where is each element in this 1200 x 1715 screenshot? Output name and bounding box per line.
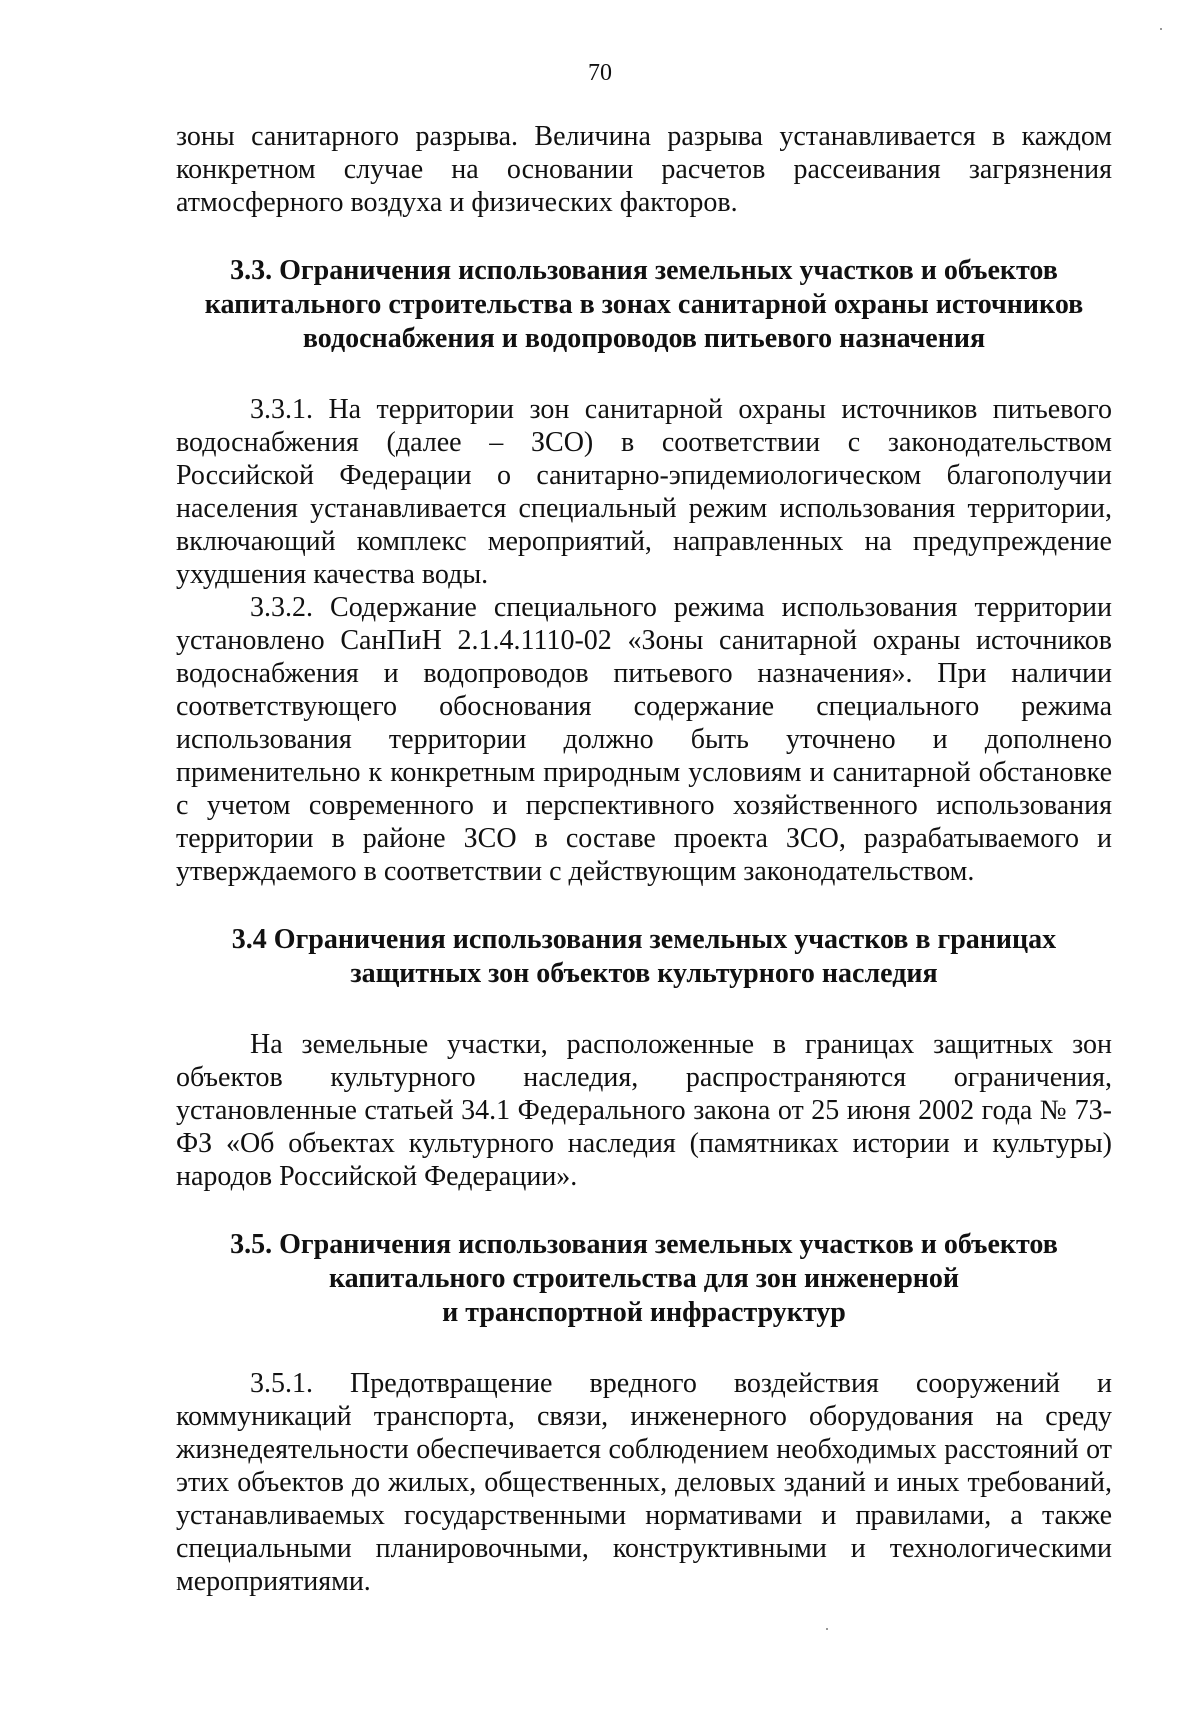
section-heading-line: капитального строительства для зон инженерной — [328, 1263, 960, 1294]
section-heading-line: 3.3. Ограничения использования земельных участков и объектов — [230, 255, 1058, 286]
paragraph-3-3-2: 3.3.2. Содержание специального режима использования территории установлено СанПиН 2.1.4.1110-02 «Зоны санитарной охраны источников водоснабжения и водопроводов питьевого назначения». При наличии соответствующего обоснования содержание специального режима использования территории должно быть уточнено и дополнено применительно к конкретным природным условиям и санитарной обстановке с учетом современного и перспективного хозяйственного использования территории в районе ЗСО в составе проекта ЗСО, разрабатываемого и утверждаемого в соответствии с действующим законодательством. — [176, 592, 1112, 887]
document-body — [176, 120, 1112, 1598]
section-3-5-heading — [176, 1228, 1112, 1330]
section-heading-line: капитального строительства в зонах санитарной охраны источников — [204, 289, 1084, 320]
section-heading-line: и транспортной инфраструктур — [442, 1297, 846, 1328]
section-3-4-heading — [176, 923, 1112, 991]
intro-paragraph: зоны санитарного разрыва. Величина разрыва устанавливается в каждом конкретном случае на основании расчетов рассеивания загрязнения атмосферного воздуха и физических факторов. — [176, 121, 1112, 218]
section-heading-line: 3.5. Ограничения использования земельных участков и объектов — [230, 1229, 1058, 1260]
section-heading-line: 3.4 Ограничения использования земельных участков в границах — [231, 924, 1057, 955]
section-heading-line: защитных зон объектов культурного наследия — [350, 958, 938, 989]
scan-speck — [826, 1628, 828, 1630]
paragraph-3-4: На земельные участки, расположенные в границах защитных зон объектов культурного наследия, распространяются ограничения, установленные статьей 34.1 Федерального закона от 25 июня 2002 года № 73-ФЗ «Об объектах культурного наследия (памятниках истории и культуры) народов Российской Федерации». — [176, 1029, 1112, 1192]
paragraph-3-5-1: 3.5.1. Предотвращение вредного воздействия сооружений и коммуникаций транспорта, связи, инженерного оборудования на среду жизнедеятельности обеспечивается соблюдением необходимых расстояний от этих объектов до жилых, общественных, деловых зданий и иных требований, устанавливаемых государственными нормативами и правилами, а также специальными планировочными, конструктивными и технологическими мероприятиями. — [176, 1368, 1112, 1597]
section-heading-line: водоснабжения и водопроводов питьевого назначения — [302, 323, 986, 354]
paragraph-3-3-1: 3.3.1. На территории зон санитарной охраны источников питьевого водоснабжения (далее – ЗСО) в соответствии с законодательством Российской Федерации о санитарно-эпидемиологическом благополучии населения устанавливается специальный режим использования территории, включающий комплекс мероприятий, направленных на предупреждение ухудшения качества воды. — [176, 394, 1112, 590]
section-3-3-heading — [176, 254, 1112, 356]
page-number: 70 — [588, 60, 612, 86]
scan-speck — [1160, 28, 1162, 30]
